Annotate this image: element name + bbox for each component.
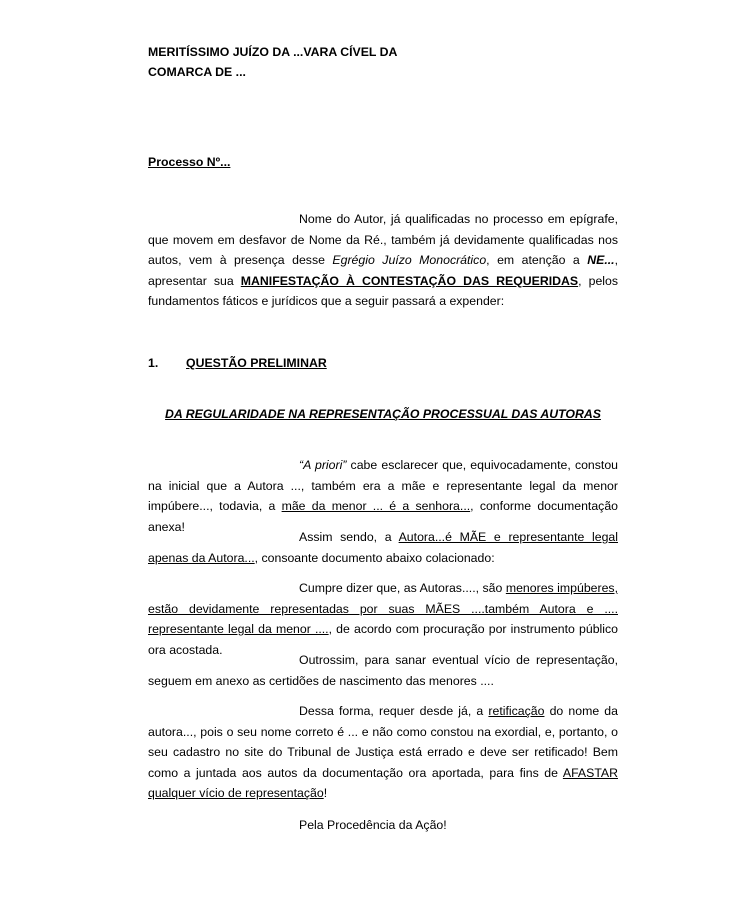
intro-text-5: , apresentar sua — [148, 253, 618, 288]
section-subtitle: DA REGULARIDADE NA REPRESENTAÇÃO PROCESSUAL DAS AUTORAS — [165, 407, 601, 421]
intro-text-1: Nome do Autor, já qualificadas no processo em epígrafe, que movem em desfavor de Nome da Ré., também já devidamente qualificadas nos autos, vem à presença desse — [148, 212, 618, 267]
p5-text-5: ! — [323, 786, 328, 800]
paragraph-5 — [148, 701, 618, 804]
intro-text-4: NE... — [587, 253, 615, 267]
p2-text-2: Autora...é MÃE e representante legal apenas da Autora... — [148, 530, 618, 565]
section-heading — [148, 353, 327, 373]
intro-text-2: Egrégio Juízo Monocrático — [332, 253, 487, 267]
court-address-line-2: COMARCA DE ... — [148, 65, 246, 79]
paragraph-4 — [148, 650, 618, 691]
p1-text-2: cabe esclarecer que, equivocadamente, constou na inicial que a Autora ..., também era a mãe e representante legal da menor impúbere..., todavia, a — [148, 458, 619, 513]
p3-text-1: Cumpre dizer que, as Autoras...., são — [299, 581, 506, 595]
intro-text-3: , em atenção a — [486, 253, 588, 267]
intro-text-7: , pelos fundamentos fáticos e jurídicos que a seguir passará a expender: — [148, 273, 619, 308]
p2-text-1: Assim sendo, a — [299, 530, 399, 544]
p5-text-2: retificação — [488, 704, 545, 718]
intro-paragraph — [148, 209, 618, 312]
court-address — [148, 42, 397, 82]
section-title: QUESTÃO PRELIMINAR — [186, 356, 327, 370]
p4-text-1: Outrossim, para sanar eventual vício de representação, seguem em anexo as certidões de nascimento das menores .... — [148, 653, 618, 688]
p1-text-4: , conforme documentação anexa! — [148, 499, 618, 534]
p3-text-3: , de acordo com procuração por instrumento público ora acostada. — [148, 622, 618, 657]
paragraph-2 — [148, 527, 618, 568]
p5-text-3: do nome da autora..., pois o seu nome correto é ... e não como constou na exordial, e, portanto, o seu cadastro no site do Tribunal de Justiça está errado e deve ser retificado! Bem como a juntada aos autos da documentação ora aportada, para fins de — [148, 704, 618, 780]
closing-statement: Pela Procedência da Ação! — [299, 818, 447, 832]
p2-text-3: , consoante documento abaixo colacionado: — [254, 550, 495, 565]
p5-text-4: AFASTAR qualquer vício de representação — [148, 765, 618, 800]
paragraph-1 — [148, 455, 618, 537]
p1-text-3: mãe da menor ... é a senhora... — [281, 499, 471, 513]
p1-text-1: “A priori” — [299, 458, 347, 472]
court-address-line-1: MERITÍSSIMO JUÍZO DA ...VARA CÍVEL DA — [148, 45, 398, 59]
intro-text-6: MANIFESTAÇÃO À CONTESTAÇÃO DAS REQUERIDAS — [240, 273, 579, 288]
section-number: 1. — [148, 356, 159, 370]
paragraph-3 — [148, 578, 618, 660]
p5-text-1: Dessa forma, requer desde já, a — [299, 704, 489, 718]
p3-text-2: menores impúberes, estão devidamente representadas por suas MÃES ....também Autora e .... representante legal da menor .... — [148, 581, 619, 636]
process-number: Processo Nº... — [148, 155, 231, 169]
